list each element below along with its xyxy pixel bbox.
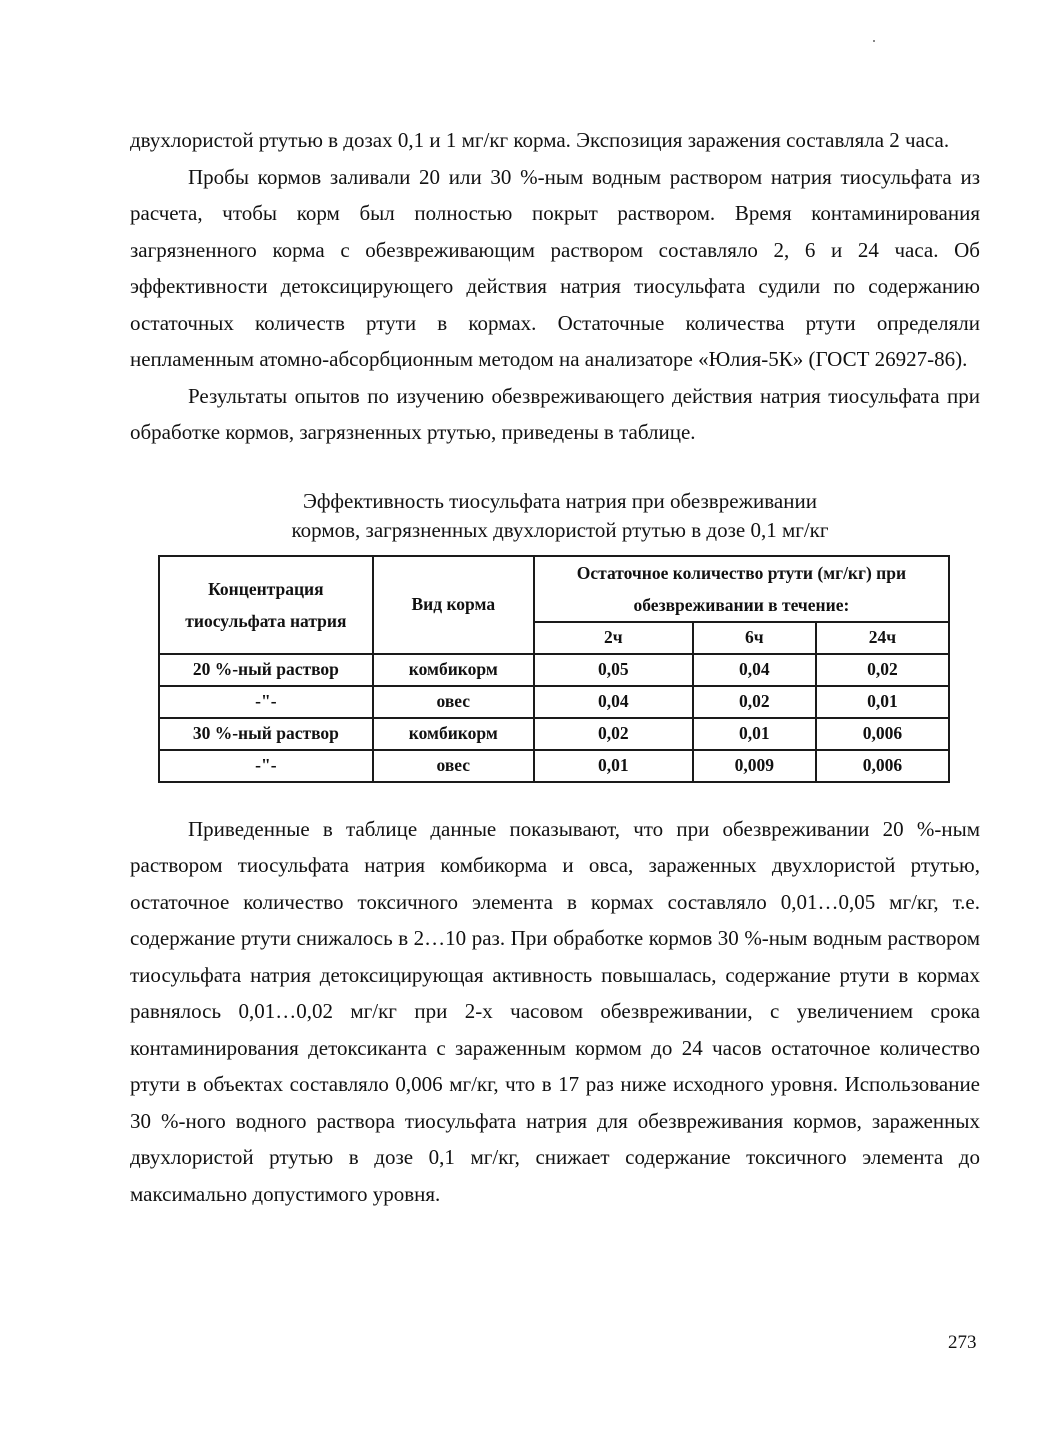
cell-2h: 0,01 bbox=[534, 750, 693, 782]
header-residual bbox=[534, 556, 949, 622]
cell-6h: 0,009 bbox=[693, 750, 816, 782]
cell-feed: комбикорм bbox=[373, 718, 534, 750]
table-row bbox=[159, 654, 949, 686]
cell-concentration: -"- bbox=[159, 686, 373, 718]
cell-2h: 0,05 bbox=[534, 654, 693, 686]
table-caption bbox=[130, 487, 980, 545]
cell-feed: овес bbox=[373, 750, 534, 782]
cell-concentration: 30 %-ный раствор bbox=[159, 718, 373, 750]
table-caption-line-2: кормов, загрязненных двухлористой ртутью в дозе 0,1 мг/кг bbox=[291, 517, 829, 542]
header-feed-type: Вид корма bbox=[373, 556, 534, 654]
header-time-6h: 6ч bbox=[693, 622, 816, 654]
cell-24h: 0,006 bbox=[816, 750, 949, 782]
cell-2h: 0,02 bbox=[534, 718, 693, 750]
scan-speck bbox=[873, 40, 875, 42]
cell-24h: 0,02 bbox=[816, 654, 949, 686]
page-content bbox=[130, 122, 980, 1212]
table-row bbox=[159, 750, 949, 782]
cell-2h: 0,04 bbox=[534, 686, 693, 718]
paragraph-1: двухлористой ртутью в дозах 0,1 и 1 мг/кг корма. Экспозиция заражения составляла 2 часа. bbox=[130, 128, 950, 152]
results-table bbox=[158, 555, 950, 783]
paragraph-3: Результаты опытов по изучению обезвреживающего действия натрия тиосульфата при обработке кормов, загрязненных ртутью, приведены в таблице. bbox=[130, 383, 980, 444]
cell-feed: комбикорм bbox=[373, 654, 534, 686]
cell-concentration: 20 %-ный раствор bbox=[159, 654, 373, 686]
paragraph-4: Приведенные в таблице данные показывают, что при обезвреживании 20 %-ным раствором тиосульфата натрия комбикорма и овса, зараженных двухлористой ртутью, остаточное количество токсичного элемента в кормах составляло 0,01…0,05 мг/кг, т.е. содержание ртути снижалось в 2…10 раз. При обработке кормов 30 %-ным водным раствором тиосульфата натрия детоксицирующая активность повышалась, содержание ртути в кормах равнялось 0,01…0,02 мг/кг при 2-х часовом обезвреживании, с увеличением срока контаминирования детоксиканта с зараженным кормом до 24 часов остаточное количество ртути в объектах составляло 0,006 мг/кг, что в 17 раз ниже исходного уровня. Использование 30 %-ного водного раствора тиосульфата натрия для обезвреживания кормов, зараженных двухлористой ртутью в дозе 0,1 мг/кг, снижает содержание токсичного элемента до максимально допустимого уровня. bbox=[130, 816, 980, 1206]
header-time-24h: 24ч bbox=[816, 622, 949, 654]
table-row bbox=[159, 718, 949, 750]
header-time-2h: 2ч bbox=[534, 622, 693, 654]
page-number: 273 bbox=[948, 1332, 977, 1353]
table-header-row bbox=[159, 556, 949, 622]
header-concentration: Концентрация тиосульфата натрия bbox=[159, 556, 373, 654]
cell-6h: 0,01 bbox=[693, 718, 816, 750]
header-residual-line-1: Остаточное количество ртути (мг/кг) при bbox=[576, 562, 907, 583]
cell-6h: 0,04 bbox=[693, 654, 816, 686]
table-caption-line-1: Эффективность тиосульфата натрия при обезвреживании bbox=[303, 488, 817, 513]
cell-24h: 0,006 bbox=[816, 718, 949, 750]
cell-6h: 0,02 bbox=[693, 686, 816, 718]
header-residual-line-2: обезвреживании в течение: bbox=[633, 594, 850, 615]
cell-24h: 0,01 bbox=[816, 686, 949, 718]
cell-concentration: -"- bbox=[159, 750, 373, 782]
cell-feed: овес bbox=[373, 686, 534, 718]
table-row bbox=[159, 686, 949, 718]
paragraph-2: Пробы кормов заливали 20 или 30 %-ным водным раствором натрия тиосульфата из расчета, чтобы корм был полностью покрыт раствором. Время контаминирования загрязненного корма с обезвреживающим раствором составляло 2, 6 и 24 часа. Об эффективности детоксицирующего действия натрия тиосульфата судили по содержанию остаточных количеств ртути в кормах. Остаточные количества ртути определяли непламенным атомно-абсорбционным методом на анализаторе «Юлия-5К» (ГОСТ 26927-86). bbox=[130, 164, 980, 371]
